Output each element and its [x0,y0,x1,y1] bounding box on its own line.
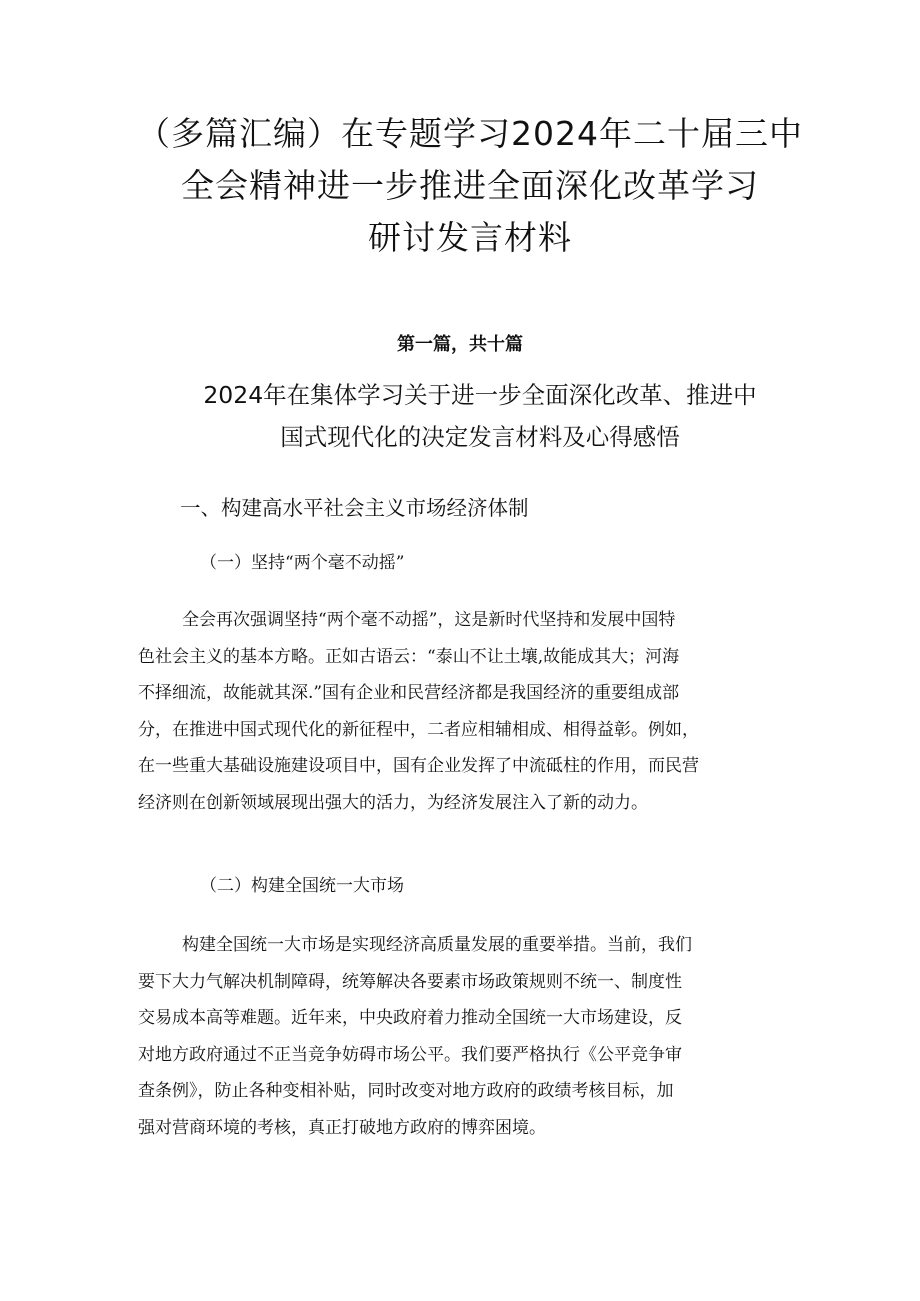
paragraph-line: 不择细流，故能就其深.”国有企业和民营经济都是我国经济的重要组成部 [138,683,680,703]
main-title-line: 全会精神进一步推进全面深化改革学习 [181,166,759,205]
sub-title-line: 国式现代化的决定发言材料及心得感悟 [280,423,680,451]
main-title-line: 研讨发言材料 [368,218,572,257]
main-title-line: （多篇汇编）在专题学习2024年二十届三中 [137,114,803,153]
paragraph-line: 对地方政府通过不正当竞争妨碍市场公平。我们要严格执行《公平竞争审 [138,1044,682,1065]
subsection-heading: （二）构建全国统一大市场 [200,876,404,896]
sub-title [140,374,820,458]
sub-title-line: 2024年在集体学习关于进一步全面深化改革、推进中 [203,381,757,409]
part-label: 第一篇，共十篇 [397,334,523,355]
paragraph [138,602,788,821]
paragraph-line: 强对营商环境的考核，真正打破地方政府的博弈困境。 [138,1117,546,1138]
paragraph-line: 交易成本高等难题。近年来，中央政府着力推动全国统一大市场建设，反 [138,1008,682,1028]
paragraph-line: 经济则在创新领域展现出强大的活力，为经济发展注入了新的动力。 [138,792,648,813]
paragraph-line: 查条例》，防止各种变相补贴，同时改变对地方政府的政绩考核目标，加 [138,1081,674,1101]
paragraph-line: 构建全国统一大市场是实现经济高质量发展的重要举措。当前，我们 [182,935,692,955]
main-title [130,108,810,264]
section-heading: 一、构建高水平社会主义市场经济体制 [180,496,529,520]
paragraph-line: 全会再次强调坚持“两个毫不动摇”，这是新时代坚持和发展中国特 [182,610,676,630]
paragraph-line: 色社会主义的基本方略。正如古语云：“泰山不让土壤,故能成其大；河海 [138,646,680,667]
subsection-heading: （一）坚持“两个毫不动摇” [200,553,405,573]
paragraph-line: 要下大力气解决机制障碍，统筹解决各要素市场政策规则不统一、制度性 [138,971,682,992]
paragraph-line: 在一些重大基础设施建设项目中，国有企业发挥了中流砥柱的作用，而民营 [138,756,699,776]
paragraph-line: 分，在推进中国式现代化的新征程中，二者应相辅相成、相得益彰。例如， [138,719,699,740]
paragraph [138,927,788,1146]
